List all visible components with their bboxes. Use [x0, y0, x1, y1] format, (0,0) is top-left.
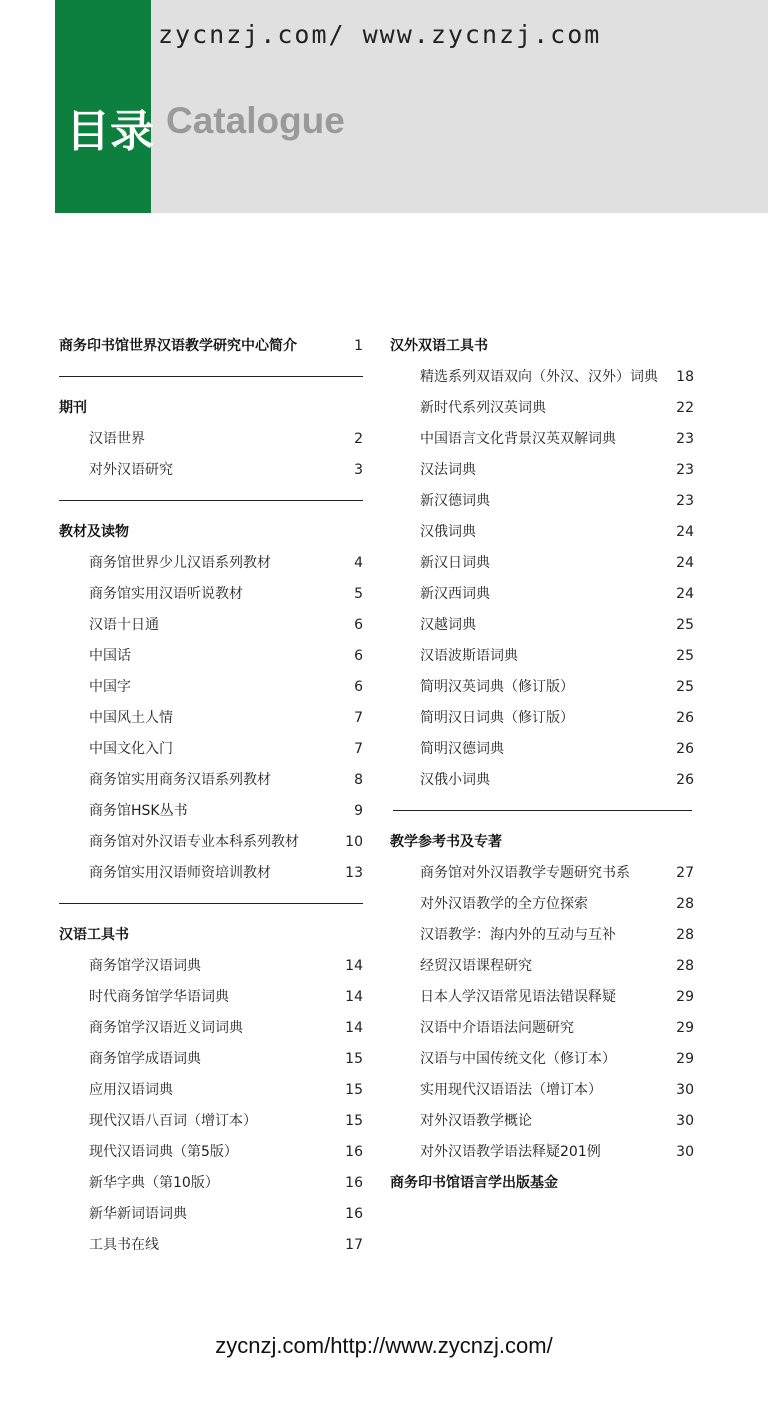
section-divider	[390, 796, 694, 827]
page-number: 15	[345, 1082, 363, 1098]
toc-entry[interactable]	[59, 1013, 363, 1044]
toc-entry[interactable]	[59, 858, 363, 889]
entry-title: 汉语中介语语法问题研究	[420, 1020, 574, 1036]
entry-title: 精选系列双语双向（外汉、汉外）词典	[420, 369, 658, 385]
toc-entry[interactable]	[390, 1137, 694, 1168]
toc-entry[interactable]	[390, 982, 694, 1013]
entry-title: 对外汉语教学语法释疑201例	[420, 1144, 601, 1160]
section-title: 商务印书馆语言学出版基金	[390, 1175, 558, 1191]
page-number: 14	[345, 989, 363, 1005]
page-number: 10	[345, 834, 363, 850]
toc-entry[interactable]	[59, 548, 363, 579]
page-number: 23	[676, 431, 694, 447]
page-number: 13	[345, 865, 363, 881]
page-number: 6	[354, 679, 363, 695]
page-number: 4	[354, 555, 363, 571]
toc-entry[interactable]	[390, 889, 694, 920]
page-number: 28	[676, 927, 694, 943]
page-number: 6	[354, 617, 363, 633]
section-divider	[59, 889, 363, 920]
entry-title: 新华字典（第10版）	[89, 1175, 219, 1191]
toc-left-column	[59, 331, 363, 1261]
toc-entry[interactable]	[59, 796, 363, 827]
toc-entry[interactable]	[59, 765, 363, 796]
toc-section-bilingual	[390, 331, 694, 362]
toc-section-intro[interactable]	[59, 331, 363, 362]
toc-entry[interactable]	[390, 517, 694, 548]
toc-entry[interactable]	[59, 734, 363, 765]
entry-title: 对外汉语教学的全方位探索	[420, 896, 588, 912]
page-number: 24	[676, 555, 694, 571]
page-number: 30	[676, 1144, 694, 1160]
toc-section-textbooks	[59, 517, 363, 548]
entry-title: 商务馆学汉语词典	[89, 958, 201, 974]
page-number: 29	[676, 1020, 694, 1036]
toc-entry[interactable]	[59, 1075, 363, 1106]
page-number: 26	[676, 772, 694, 788]
entry-title: 汉语十日通	[89, 617, 159, 633]
entry-title: 中国文化入门	[89, 741, 173, 757]
page-number: 30	[676, 1082, 694, 1098]
entry-title: 新汉德词典	[420, 493, 490, 509]
toc-entry[interactable]	[390, 641, 694, 672]
entry-title: 汉俄词典	[420, 524, 476, 540]
entry-title: 新时代系列汉英词典	[420, 400, 546, 416]
toc-entry[interactable]	[390, 610, 694, 641]
entry-title: 汉俄小词典	[420, 772, 490, 788]
toc-entry[interactable]	[390, 734, 694, 765]
section-title: 商务印书馆世界汉语教学研究中心简介	[59, 338, 297, 354]
entry-title: 中国风土人情	[89, 710, 173, 726]
section-title: 期刊	[59, 400, 87, 416]
entry-title: 商务馆世界少儿汉语系列教材	[89, 555, 271, 571]
toc-entry[interactable]	[59, 641, 363, 672]
site-url[interactable]: zycnzj.com/ www.zycnzj.com	[158, 20, 602, 49]
entry-title: 应用汉语词典	[89, 1082, 173, 1098]
entry-title: 商务馆对外汉语专业本科系列教材	[89, 834, 299, 850]
toc-entry[interactable]	[59, 1044, 363, 1075]
entry-title: 时代商务馆学华语词典	[89, 989, 229, 1005]
toc-entry[interactable]	[59, 703, 363, 734]
page-number: 27	[676, 865, 694, 881]
toc-entry[interactable]	[59, 424, 363, 455]
page-number: 14	[345, 958, 363, 974]
page-title-cn: 目录	[66, 106, 154, 157]
entry-title: 汉语波斯语词典	[420, 648, 518, 664]
entry-title: 对外汉语教学概论	[420, 1113, 532, 1129]
toc-entry[interactable]	[59, 1168, 363, 1199]
toc-entry[interactable]	[59, 951, 363, 982]
page-number: 16	[345, 1144, 363, 1160]
entry-title: 日本人学汉语常见语法错误释疑	[420, 989, 616, 1005]
entry-title: 汉语世界	[89, 431, 145, 447]
toc-entry[interactable]	[390, 424, 694, 455]
toc-entry[interactable]	[390, 672, 694, 703]
entry-title: 新汉日词典	[420, 555, 490, 571]
page-number: 28	[676, 958, 694, 974]
toc-entry[interactable]	[390, 579, 694, 610]
page-number: 8	[354, 772, 363, 788]
section-title: 汉语工具书	[59, 927, 129, 943]
page-number: 14	[345, 1020, 363, 1036]
entry-title: 中国话	[89, 648, 131, 664]
toc-section-periodicals	[59, 393, 363, 424]
entry-title: 实用现代汉语语法（增订本）	[420, 1082, 602, 1098]
entry-title: 商务馆对外汉语教学专题研究书系	[420, 865, 630, 881]
toc-entry[interactable]	[59, 827, 363, 858]
section-title: 教材及读物	[59, 524, 129, 540]
toc-entry[interactable]	[59, 579, 363, 610]
page-number: 1	[354, 338, 363, 354]
toc-entry[interactable]	[59, 1230, 363, 1261]
page-number: 23	[676, 493, 694, 509]
toc-section-reference	[390, 827, 694, 858]
section-title: 教学参考书及专著	[390, 834, 502, 850]
entry-title: 简明汉德词典	[420, 741, 504, 757]
page-number: 29	[676, 989, 694, 1005]
entry-title: 汉法词典	[420, 462, 476, 478]
entry-title: 简明汉英词典（修订版）	[420, 679, 574, 695]
page-number: 3	[354, 462, 363, 478]
page-number: 26	[676, 741, 694, 757]
toc-entry[interactable]	[390, 486, 694, 517]
entry-title: 商务馆实用汉语师资培训教材	[89, 865, 271, 881]
toc-entry[interactable]	[390, 1013, 694, 1044]
entry-title: 新汉西词典	[420, 586, 490, 602]
page-number: 24	[676, 586, 694, 602]
page-number: 16	[345, 1206, 363, 1222]
page-number: 23	[676, 462, 694, 478]
toc-entry[interactable]	[59, 1106, 363, 1137]
section-divider	[59, 362, 363, 393]
page-number: 5	[354, 586, 363, 602]
toc-entry[interactable]	[59, 610, 363, 641]
entry-title: 汉语与中国传统文化（修订本）	[420, 1051, 616, 1067]
page-number: 15	[345, 1051, 363, 1067]
page-number: 6	[354, 648, 363, 664]
toc-entry[interactable]	[390, 765, 694, 796]
page-number: 30	[676, 1113, 694, 1129]
page-number: 2	[354, 431, 363, 447]
entry-title: 新华新词语词典	[89, 1206, 187, 1222]
entry-title: 中国语言文化背景汉英双解词典	[420, 431, 616, 447]
page-number: 7	[354, 741, 363, 757]
toc-entry[interactable]	[59, 672, 363, 703]
entry-title: 商务馆学成语词典	[89, 1051, 201, 1067]
toc-entry[interactable]	[59, 1137, 363, 1168]
entry-title: 中国字	[89, 679, 131, 695]
toc-right-column	[390, 331, 694, 1199]
section-divider	[59, 486, 363, 517]
page-number: 25	[676, 617, 694, 633]
entry-title: 现代汉语词典（第5版）	[89, 1144, 238, 1160]
toc-entry[interactable]	[390, 393, 694, 424]
entry-title: 简明汉日词典（修订版）	[420, 710, 574, 726]
entry-title: 汉越词典	[420, 617, 476, 633]
page-number: 7	[354, 710, 363, 726]
footer-url[interactable]: zycnzj.com/http://www.zycnzj.com/	[215, 1333, 553, 1358]
toc-entry[interactable]	[390, 703, 694, 734]
page-number: 28	[676, 896, 694, 912]
toc-entry[interactable]	[390, 920, 694, 951]
toc-entry[interactable]	[390, 1106, 694, 1137]
page-number: 16	[345, 1175, 363, 1191]
toc-entry[interactable]	[59, 982, 363, 1013]
toc-entry[interactable]	[390, 455, 694, 486]
page-title-en: Catalogue	[166, 100, 345, 141]
toc-entry[interactable]	[59, 1199, 363, 1230]
page-number: 18	[676, 369, 694, 385]
entry-title: 现代汉语八百词（增订本）	[89, 1113, 257, 1129]
entry-title: 商务馆学汉语近义词词典	[89, 1020, 243, 1036]
entry-title: 商务馆实用商务汉语系列教材	[89, 772, 271, 788]
page-number: 25	[676, 679, 694, 695]
page-number: 29	[676, 1051, 694, 1067]
entry-title: 对外汉语研究	[89, 462, 173, 478]
toc-entry[interactable]	[390, 548, 694, 579]
section-title: 汉外双语工具书	[390, 338, 488, 354]
toc-entry[interactable]	[390, 362, 694, 393]
entry-title: 经贸汉语课程研究	[420, 958, 532, 974]
page-number: 9	[354, 803, 363, 819]
entry-title: 汉语教学：海内外的互动与互补	[420, 927, 616, 943]
toc-section-tools	[59, 920, 363, 951]
toc-entry[interactable]	[390, 1044, 694, 1075]
entry-title: 工具书在线	[89, 1237, 159, 1253]
page-number: 25	[676, 648, 694, 664]
toc-section-fund[interactable]	[390, 1168, 694, 1199]
page-number: 26	[676, 710, 694, 726]
toc-entry[interactable]	[390, 951, 694, 982]
toc-entry[interactable]	[390, 858, 694, 889]
page-number: 17	[345, 1237, 363, 1253]
entry-title: 商务馆HSK丛书	[89, 803, 188, 819]
page-number: 15	[345, 1113, 363, 1129]
entry-title: 商务馆实用汉语听说教材	[89, 586, 243, 602]
toc-entry[interactable]	[390, 1075, 694, 1106]
page-number: 22	[676, 400, 694, 416]
page-number: 24	[676, 524, 694, 540]
toc-entry[interactable]	[59, 455, 363, 486]
